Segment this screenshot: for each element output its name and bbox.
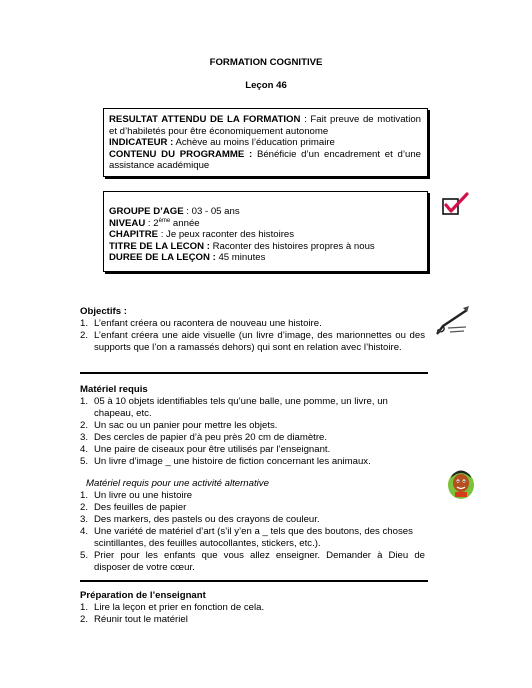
list-number: 2. — [80, 330, 89, 341]
chapitre-line — [109, 229, 421, 241]
indicateur-line — [109, 137, 421, 149]
list-text: Des cercles de papier d’à peu près 20 cm de diamètre. — [94, 432, 328, 443]
list-item — [80, 550, 425, 573]
lesson-number: Leçon 46 — [245, 80, 287, 91]
list-number: 2. — [80, 614, 89, 625]
list-number: 2. — [80, 502, 89, 513]
list-text: Un livre ou une histoire — [94, 490, 193, 501]
duree-text: 45 minutes — [215, 252, 266, 264]
list-number: 5. — [80, 550, 89, 561]
list-number: 1. — [80, 602, 89, 613]
objectifs-title: Objectifs : — [80, 306, 127, 317]
niveau-line — [109, 218, 421, 230]
document-title: FORMATION COGNITIVE — [209, 57, 323, 68]
contenu-line — [109, 149, 421, 172]
materiel-title: Matériel requis — [80, 384, 148, 395]
list-number: 1. — [80, 318, 89, 329]
indicateur-label: INDICATEUR : — [109, 137, 174, 149]
list-item — [80, 444, 430, 456]
alt-materiel-title: Matériel requis pour une activité alternative — [86, 478, 269, 489]
preparation-title: Préparation de l’enseignant — [80, 590, 206, 601]
list-number: 2. — [80, 420, 89, 431]
list-text: Prier pour les enfants que vous allez enseigner. Demander à Dieu de disposer de votre cœur. — [94, 550, 425, 573]
list-text: Un livre d’image _ une histoire de fiction concernant les animaux. — [94, 456, 371, 467]
contenu-text: Bénéficie d’un encadrement et d’une assistance académique — [109, 148, 421, 172]
groupe-text: : 03 - 05 ans — [183, 206, 240, 217]
list-number: 1. — [80, 396, 89, 407]
groupe-line — [109, 206, 421, 218]
titre-text: Raconter des histoires propres à nous — [209, 240, 375, 252]
checkbox-check-icon — [440, 192, 470, 218]
niveau-superscript: ème — [158, 217, 171, 224]
list-item — [80, 330, 425, 353]
list-text: L’enfant créera ou racontera de nouveau une histoire. — [94, 318, 322, 329]
niveau-suffix: année — [170, 217, 200, 229]
titre-label: TITRE DE LA LECON : — [109, 240, 210, 252]
list-text: Réunir tout le matériel — [94, 614, 188, 625]
duree-line — [109, 252, 421, 264]
list-number: 4. — [80, 444, 89, 455]
list-item — [80, 514, 430, 526]
list-text: Une variété de matériel d’art (s’il y’en a _ tels que des boutons, des choses scintillantes, des feuilles autocollantes, stickers, etc.). — [94, 526, 413, 549]
list-item — [80, 490, 430, 502]
section-divider — [80, 372, 428, 374]
duree-label: DUREE DE LA LEÇON : — [109, 252, 216, 264]
list-text: Une paire de ciseaux pour être utilisés par l’enseignant. — [94, 444, 331, 455]
list-text: 05 à 10 objets identifiables tels qu’une balle, une pomme, un livre, un chapeau, etc. — [94, 396, 388, 419]
list-number: 3. — [80, 514, 89, 525]
list-item — [80, 432, 430, 444]
lesson-info-box — [103, 191, 428, 272]
list-item — [80, 318, 430, 330]
list-item — [80, 502, 430, 514]
chapitre-text: : Je peux raconter des histoires — [158, 229, 295, 241]
list-item — [80, 420, 430, 432]
indicateur-text: Achève au moins l’éducation primaire — [173, 137, 335, 149]
student-face-icon — [446, 466, 476, 500]
contenu-label: CONTENU DU PROGRAMME : — [109, 148, 253, 160]
list-number: 5. — [80, 456, 89, 467]
list-text: Des feuilles de papier — [94, 502, 187, 513]
list-number: 3. — [80, 432, 89, 443]
niveau-label: NIVEAU — [109, 217, 146, 229]
titre-line — [109, 241, 421, 253]
pencil-writing-icon — [433, 304, 471, 336]
chapitre-label: CHAPITRE — [109, 229, 159, 241]
list-number: 4. — [80, 526, 89, 537]
resultat-label: RESULTAT ATTENDU DE LA FORMATION — [109, 114, 301, 125]
list-text: Un sac ou un panier pour mettre les objets. — [94, 420, 278, 431]
resultat-line — [109, 114, 421, 137]
list-text: Des markers, des pastels ou des crayons de couleur. — [94, 514, 320, 525]
list-item — [80, 396, 420, 419]
list-item — [80, 526, 425, 549]
section-divider — [80, 580, 428, 582]
groupe-label: GROUPE D’AGE — [109, 206, 184, 217]
list-item — [80, 602, 430, 614]
formation-info-box — [103, 108, 428, 177]
list-item — [80, 614, 430, 626]
niveau-text: : 2 — [145, 217, 159, 229]
list-item — [80, 456, 430, 468]
list-text: Lire la leçon et prier en fonction de cela. — [94, 602, 265, 613]
list-text: L’enfant créera une aide visuelle (un livre d’image, des marionnettes ou des supports que l’on a ramassés dehors) qui sont en relation avec l’histoire. — [94, 330, 425, 353]
list-number: 1. — [80, 490, 89, 501]
resultat-text: : Fait preuve de motivation et d’habiletés pour être économiquement autonome — [109, 114, 421, 137]
